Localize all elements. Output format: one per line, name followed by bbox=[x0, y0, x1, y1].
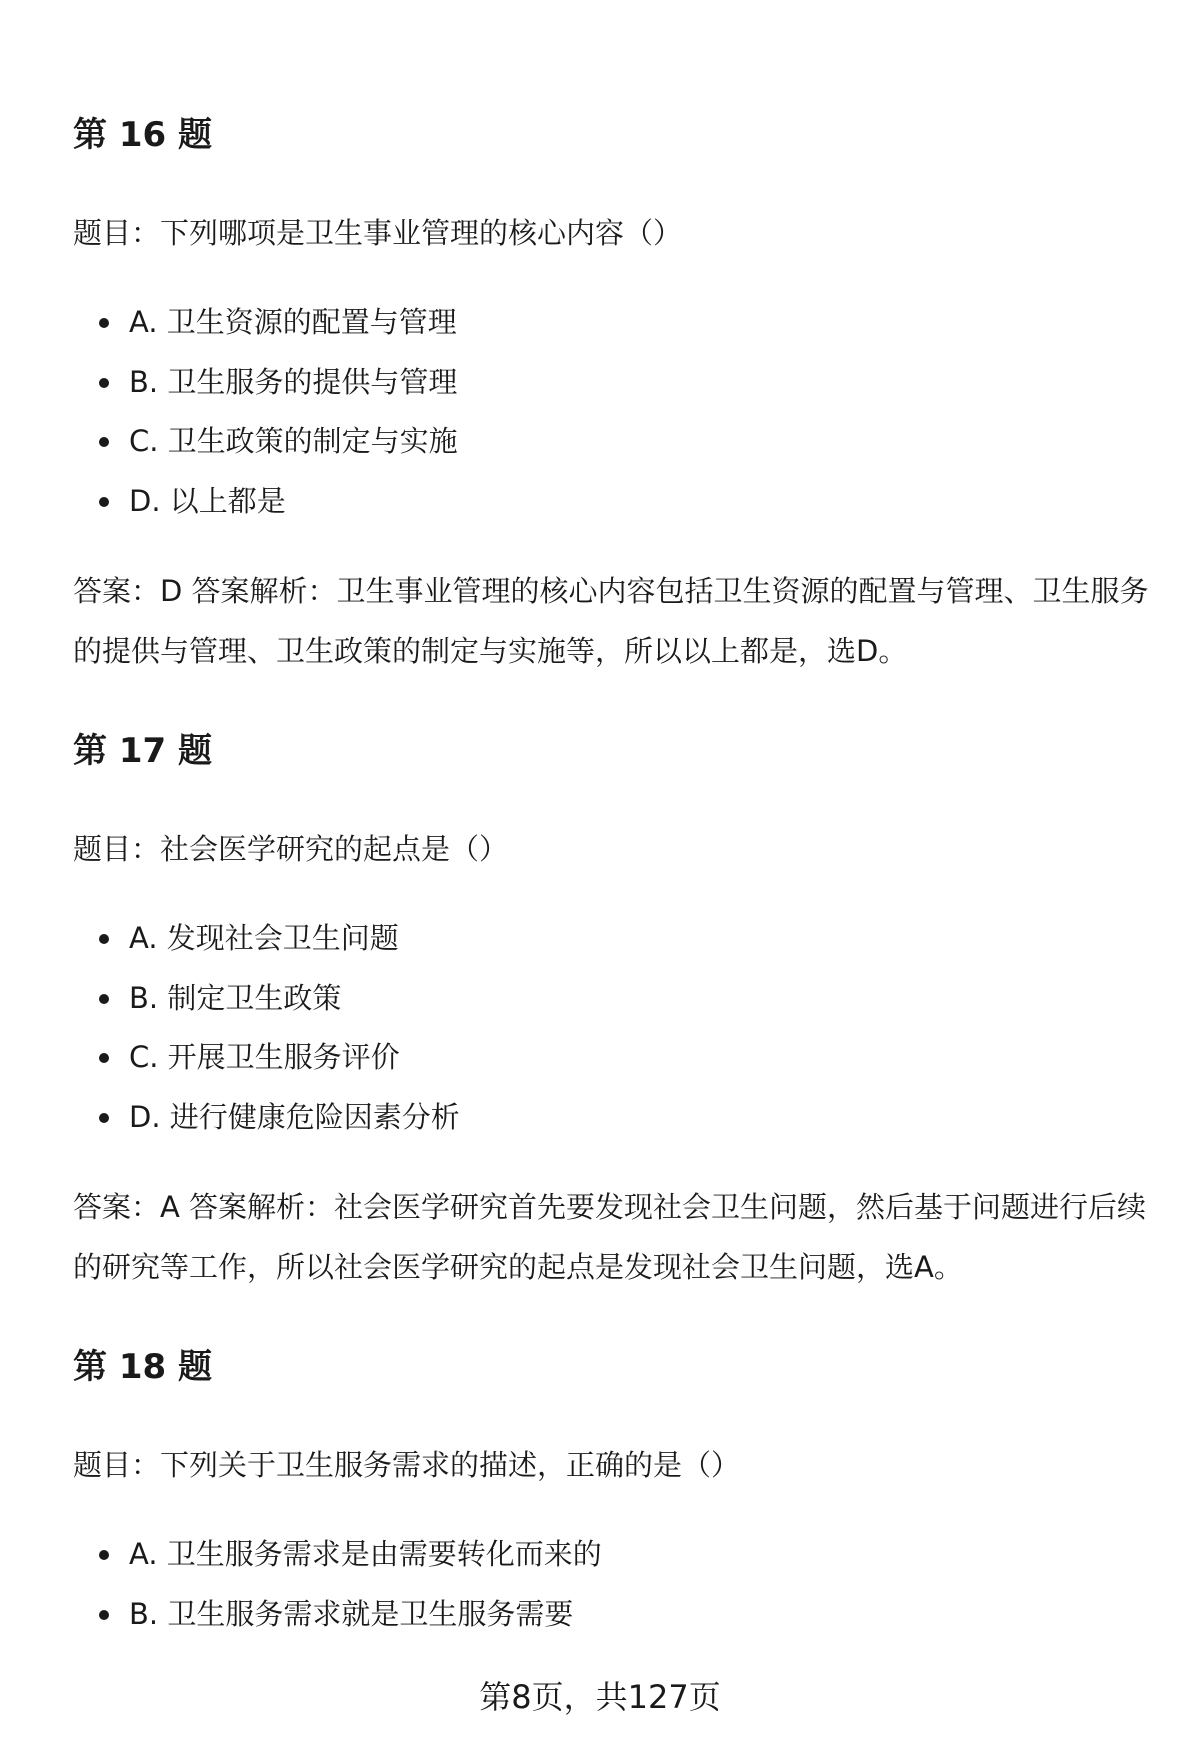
question-18-options bbox=[73, 1534, 602, 1653]
question-17-options bbox=[73, 918, 460, 1156]
question-18-title: 第 18 题 bbox=[73, 1347, 212, 1387]
option-d: D. 以上都是 bbox=[73, 481, 458, 541]
question-18-stem: 题目：下列关于卫生服务需求的描述，正确的是（） bbox=[73, 1448, 741, 1482]
question-16-answer: 答案：D 答案解析：卫生事业管理的核心内容包括卫生资源的配置与管理、卫生服务的提供与管理、卫生政策的制定与实施等，所以以上都是，选D。 bbox=[73, 574, 1149, 668]
question-16-options bbox=[73, 302, 458, 540]
question-17-stem: 题目：社会医学研究的起点是（） bbox=[73, 832, 509, 866]
option-b: B. 卫生服务的提供与管理 bbox=[73, 362, 458, 422]
option-a: A. 发现社会卫生问题 bbox=[73, 918, 460, 978]
question-16-stem: 题目：下列哪项是卫生事业管理的核心内容（） bbox=[73, 216, 683, 250]
page-indicator: 第8页，共127页 bbox=[479, 1678, 721, 1716]
question-17-answer: 答案：A 答案解析：社会医学研究首先要发现社会卫生问题，然后基于问题进行后续的研究等工作，所以社会医学研究的起点是发现社会卫生问题，选A。 bbox=[73, 1190, 1147, 1284]
option-a: A. 卫生服务需求是由需要转化而来的 bbox=[73, 1534, 602, 1594]
option-b: B. 制定卫生政策 bbox=[73, 978, 460, 1038]
option-a: A. 卫生资源的配置与管理 bbox=[73, 302, 458, 362]
option-c: C. 卫生政策的制定与实施 bbox=[73, 421, 458, 481]
option-c: C. 开展卫生服务评价 bbox=[73, 1037, 460, 1097]
option-b: B. 卫生服务需求就是卫生服务需要 bbox=[73, 1594, 602, 1654]
question-17-title: 第 17 题 bbox=[73, 731, 212, 771]
question-16-title: 第 16 题 bbox=[73, 115, 212, 155]
option-d: D. 进行健康危险因素分析 bbox=[73, 1097, 460, 1157]
